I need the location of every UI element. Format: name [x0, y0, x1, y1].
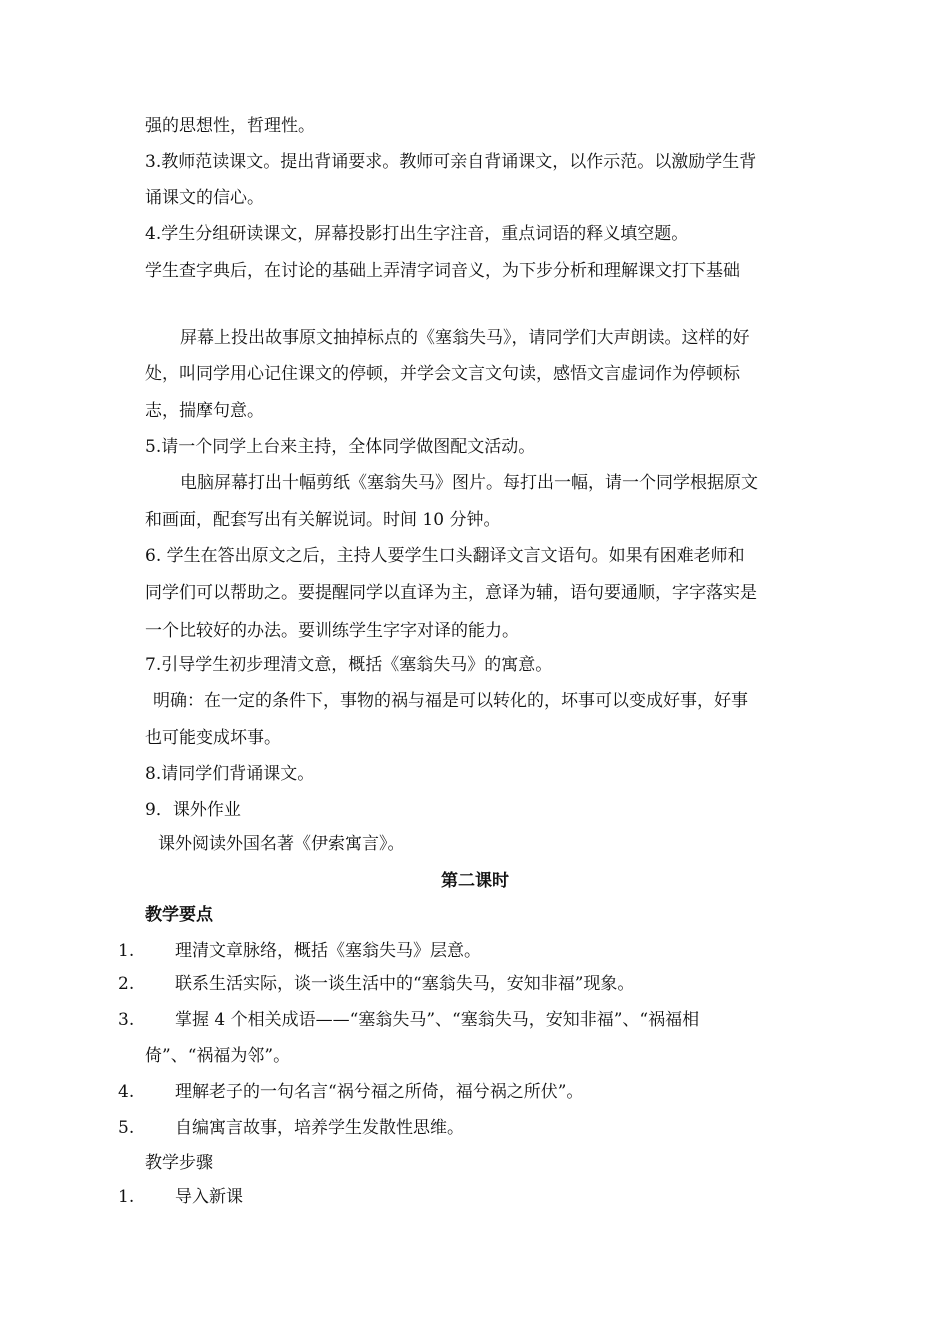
paragraph-line: 学生查字典后，在讨论的基础上弄清字词音义，为下步分析和理解课文打下基础	[145, 261, 740, 281]
list-item: 倚”、“祸福为邻”。	[145, 1046, 291, 1066]
paragraph-line: 课外阅读外国名著《伊索寓言》。	[158, 834, 405, 854]
lesson-title: 第二课时	[441, 871, 509, 891]
paragraph-line: 4.学生分组研读课文，屏幕投影打出生字注音，重点词语的释义填空题。	[145, 224, 689, 244]
list-item: 理解老子的一句名言“祸兮福之所倚，福兮祸之所伏”。	[175, 1082, 584, 1102]
paragraph-line: 8.请同学们背诵课文。	[145, 764, 315, 784]
paragraph-line: 明确：在一定的条件下，事物的祸与福是可以转化的，坏事可以变成好事，好事	[153, 691, 748, 711]
paragraph-line: 同学们可以帮助之。要提醒同学以直译为主，意译为辅，语句要通顺，字字落实是	[145, 583, 757, 603]
paragraph-line: 9．课外作业	[145, 800, 241, 820]
list-number: 1.	[118, 941, 135, 961]
list-item: 自编寓言故事，培养学生发散性思维。	[175, 1118, 464, 1138]
steps-heading: 教学步骤	[145, 1153, 213, 1173]
list-number: 4.	[118, 1082, 135, 1102]
list-item: 导入新课	[175, 1187, 243, 1207]
paragraph-line: 强的思想性，哲理性。	[145, 116, 315, 136]
key-points-heading: 教学要点	[145, 905, 213, 925]
paragraph-line: 和画面，配套写出有关解说词。时间 10 分钟。	[145, 510, 501, 530]
paragraph-line: 电脑屏幕打出十幅剪纸《塞翁失马》图片。每打出一幅，请一个同学根据原文	[180, 473, 758, 493]
paragraph-line: 3.教师范读课文。提出背诵要求。教师可亲自背诵课文，以作示范。以激励学生背	[145, 152, 757, 172]
list-item: 联系生活实际，谈一谈生活中的“塞翁失马，安知非福”现象。	[175, 974, 635, 994]
list-item: 掌握 4 个相关成语——“塞翁失马”、“塞翁失马，安知非福”、“祸福相	[175, 1010, 700, 1030]
list-number: 1.	[118, 1187, 135, 1207]
paragraph-line: 7.引导学生初步理清文意，概括《塞翁失马》的寓意。	[145, 655, 553, 675]
list-item: 理清文章脉络，概括《塞翁失马》层意。	[175, 941, 481, 961]
paragraph-line: 诵课文的信心。	[145, 188, 264, 208]
paragraph-line: 5.请一个同学上台来主持，全体同学做图配文活动。	[145, 437, 536, 457]
list-number: 3.	[118, 1010, 135, 1030]
paragraph-line: 一个比较好的办法。要训练学生字字对译的能力。	[145, 621, 519, 641]
list-number: 2.	[118, 974, 135, 994]
paragraph-line: 6. 学生在答出原文之后，主持人要学生口头翻译文言文语句。如果有困难老师和	[145, 546, 745, 566]
paragraph-line: 志，揣摩句意。	[145, 401, 264, 421]
paragraph-line: 处，叫同学用心记住课文的停顿，并学会文言文句读，感悟文言虚词作为停顿标	[145, 364, 740, 384]
list-number: 5.	[118, 1118, 135, 1138]
paragraph-line: 屏幕上投出故事原文抽掉标点的《塞翁失马》，请同学们大声朗读。这样的好	[180, 328, 750, 348]
paragraph-line: 也可能变成坏事。	[145, 728, 281, 748]
